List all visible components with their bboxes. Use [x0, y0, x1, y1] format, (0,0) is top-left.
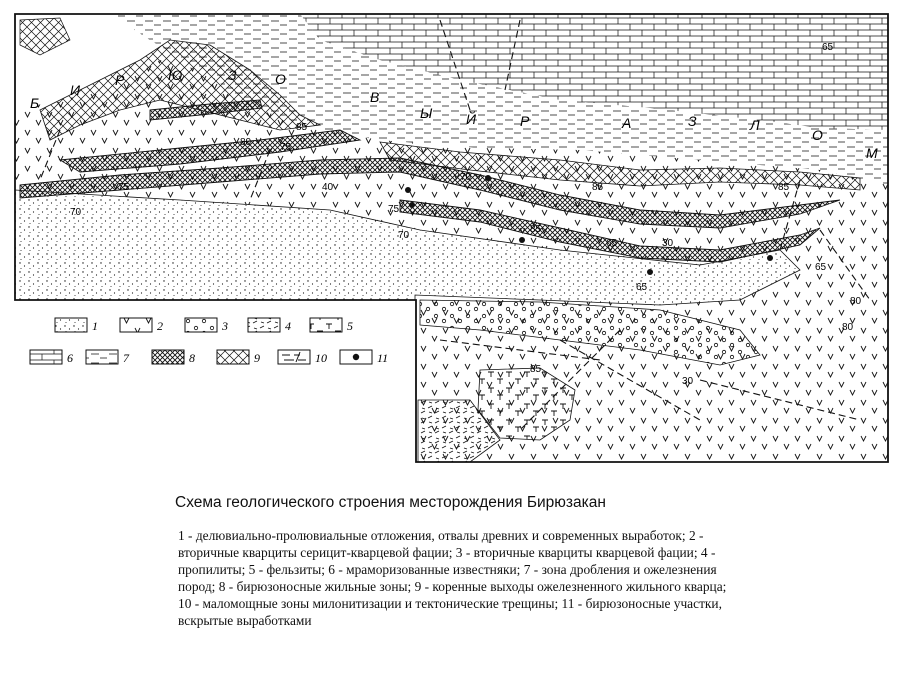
map-letter: О [275, 71, 286, 87]
dip-label: 70 [70, 207, 82, 218]
dip-label: 85 [530, 364, 542, 375]
dip-label: 85 [592, 182, 604, 193]
map-letter: З [688, 113, 697, 129]
dip-label: 80 [850, 296, 862, 307]
dip-label: 80 [842, 322, 854, 333]
dip-label: 65 [636, 282, 648, 293]
legend-item-10 [278, 350, 327, 365]
dip-label: 80 [240, 137, 252, 148]
map-letter: М [866, 145, 878, 161]
map-letter: З [228, 67, 237, 83]
legend-num: 5 [347, 319, 353, 333]
legend-num: 3 [222, 319, 228, 333]
map-letter: Р [115, 72, 125, 88]
dip-label: 65 [815, 262, 827, 273]
dip-label: 75 [280, 142, 292, 153]
map-letter: Й [466, 111, 477, 127]
legend-item-5 [310, 318, 353, 333]
legend-item-3 [185, 318, 228, 333]
figure-title: Схема геологического строения месторождения Бирюзакан [175, 494, 606, 511]
legend-item-4 [248, 318, 291, 333]
map-letter: Р [520, 113, 530, 129]
legend-num: 4 [285, 319, 291, 333]
dip-label: 70 [460, 172, 472, 183]
dip-label: 75 [388, 204, 400, 215]
unit-9-vein-quartz-3 [20, 18, 70, 55]
legend-item-9 [217, 350, 260, 365]
dip-label: 75 [118, 182, 130, 193]
map-letter: Л [750, 117, 760, 133]
map-letter: Ы [420, 105, 433, 121]
dip-label: 85 [530, 224, 542, 235]
legend-item-6 [30, 350, 73, 365]
dip-label: 85 [778, 182, 790, 193]
legend-num: 6 [67, 351, 73, 365]
legend-num: 11 [377, 351, 389, 365]
dip-label: 65 [606, 238, 618, 249]
legend-num: 8 [189, 351, 195, 365]
legend-item-8 [152, 350, 195, 365]
map-letter: А [622, 115, 632, 131]
legend-num: 1 [92, 319, 98, 333]
dip-label: 30 [662, 238, 674, 249]
map-letter: В [370, 89, 380, 105]
dip-label: 40 [322, 182, 334, 193]
legend-item-2 [120, 318, 163, 333]
legend-num: 10 [315, 351, 327, 365]
map-letter: И [70, 82, 81, 98]
dip-label: 85 [296, 122, 308, 133]
dip-label: 65 [822, 42, 834, 53]
dip-label: 70 [398, 230, 410, 241]
figure-caption: 1 - делювиально-пролювиальные отложения, отвалы древних и современных выработок; 2 - вторичные кварциты серицит-кварцевой фации; 3 - вторичные кварциты кварцевой фации; 4 - пропилиты; 5 - фельзиты; 6 - мраморизованные известняки; 7 - зона дробления и ожелезнения пород; 8 - бирюзоносные жильные зоны; 9 - коренные выходы ожелезненного жильного кварца; 10 - маломощные зоны милонитизации и тектонические трещины; 11 - бирюзоносные участки, вскрытые выработками [178, 528, 727, 628]
legend-num: 9 [254, 351, 260, 365]
map-letter: Ю [168, 67, 183, 83]
legend-item-7 [86, 350, 130, 365]
legend-num: 2 [157, 319, 163, 333]
legend-num: 7 [123, 351, 129, 365]
map-letter: Б [30, 95, 40, 111]
legend-item-11 [340, 350, 388, 365]
legend-item-1 [55, 318, 98, 333]
legend [30, 318, 388, 365]
map-letter: О [812, 127, 823, 143]
dip-label: 30 [682, 376, 694, 387]
